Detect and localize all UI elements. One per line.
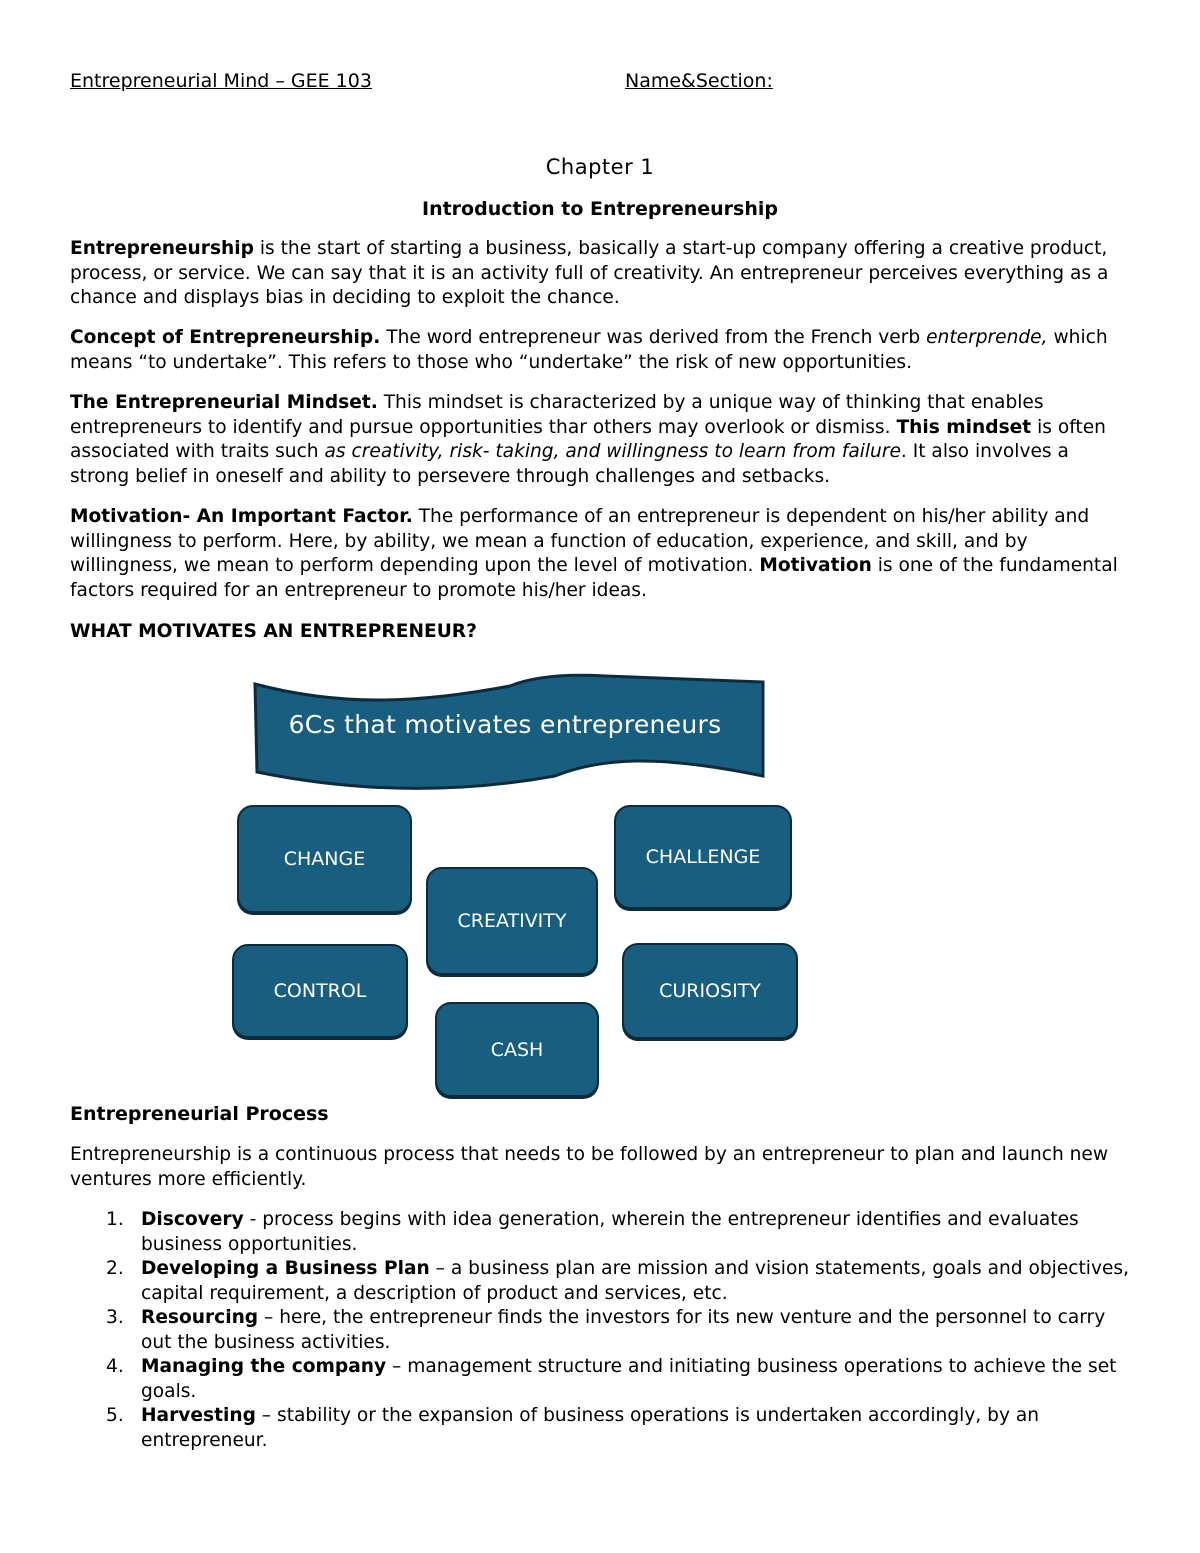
process-steps xyxy=(70,1208,1130,1453)
name-section-label: Name&Section: xyxy=(625,70,773,92)
banner-title: 6Cs that motivates entrepreneurs xyxy=(288,710,722,739)
box-curiosity: CURIOSITY xyxy=(622,943,798,1039)
paragraph-concept xyxy=(70,326,1130,375)
step-number: 3. xyxy=(106,1307,124,1328)
paragraph-motivation xyxy=(70,505,1130,603)
chapter-subtitle: Introduction to Entrepreneurship xyxy=(422,198,778,220)
text: The performance of an entrepreneur is dependent on his/her ability and willingness to perform. Here, by ability, we mean a function of education, experience, and skill, and by willingness, we mean to perform depending upon the level of motivation. xyxy=(70,506,1090,576)
step-term: Harvesting xyxy=(141,1405,256,1426)
box-cash: CASH xyxy=(435,1002,599,1097)
step-number: 4. xyxy=(106,1356,124,1377)
box-control: CONTROL xyxy=(232,944,408,1038)
step-number: 2. xyxy=(106,1258,124,1279)
text: is one of the fundamental factors required for an entrepreneur to promote his/her ideas. xyxy=(70,555,1118,601)
motivates-heading: WHAT MOTIVATES AN ENTREPRENEUR? xyxy=(70,621,477,642)
bold-text: This mindset xyxy=(896,416,1032,438)
process-intro: Entrepreneurship is a continuous process that needs to be followed by an entrepreneur to plan and launch new ventures more efficiently. xyxy=(70,1144,1109,1190)
term: Concept of Entrepreneurship. xyxy=(70,327,381,348)
bold-text: Motivation xyxy=(759,555,872,576)
paragraph-entrepreneurship xyxy=(70,237,1130,311)
italic-text: enterprende, xyxy=(926,327,1048,348)
step-term: Resourcing xyxy=(141,1307,259,1328)
process-title: Entrepreneurial Process xyxy=(70,1103,329,1125)
italic-text: as creativity, risk- taking, and willingness to learn from failure xyxy=(324,441,901,462)
list-item xyxy=(70,1208,1130,1257)
text: is the start of starting a business, basically a start-up company offering a creative product, process, or service. We can say that it is an activity full of creativity. An entrepreneur perceives everything as a chance and displays bias in deciding to exploit the chance. xyxy=(70,238,1109,308)
step-term: Discovery xyxy=(141,1209,244,1230)
paragraph-mindset xyxy=(70,391,1130,489)
list-item xyxy=(70,1257,1130,1306)
text: . It also involves a strong belief in oneself and ability to persevere through challenges and setbacks. xyxy=(70,441,1069,487)
step-term: Developing a Business Plan xyxy=(141,1258,430,1279)
course-header: Entrepreneurial Mind – GEE 103 xyxy=(70,70,372,92)
step-number: 5. xyxy=(106,1405,124,1426)
term: Motivation- An Important Factor. xyxy=(70,506,413,527)
step-text: – stability or the expansion of business operations is undertaken accordingly, by an entrepreneur. xyxy=(141,1405,1040,1451)
step-text: – management structure and initiating business operations to achieve the set goals. xyxy=(141,1356,1117,1402)
step-number: 1. xyxy=(106,1209,124,1230)
box-change: CHANGE xyxy=(237,805,412,913)
step-text: - process begins with idea generation, wherein the entrepreneur identifies and evaluates business opportunities. xyxy=(141,1209,1079,1255)
box-creativity: CREATIVITY xyxy=(426,867,598,975)
six-cs-diagram xyxy=(225,668,810,1103)
step-text: – here, the entrepreneur finds the investors for its new venture and the personnel to carry out the business activities. xyxy=(141,1307,1106,1353)
chapter-title: Chapter 1 xyxy=(545,155,655,179)
term: The Entrepreneurial Mindset. xyxy=(70,392,378,413)
list-item xyxy=(70,1355,1130,1404)
term: Entrepreneurship xyxy=(70,238,254,259)
list-item xyxy=(70,1404,1130,1453)
list-item xyxy=(70,1306,1130,1355)
text: The word entrepreneur was derived from the French verb xyxy=(380,327,927,348)
text: which means “to undertake”. This refers to those who “undertake” the risk of new opportunities. xyxy=(70,327,1108,373)
text: This mindset is characterized by a unique way of thinking that enables entrepreneurs to identify and pursue opportunities thar others may overlook or dismiss. xyxy=(70,392,1044,438)
text: is often associated with traits such xyxy=(70,416,1106,462)
box-challenge: CHALLENGE xyxy=(614,805,792,909)
step-text: – a business plan are mission and vision statements, goals and objectives, capital requirement, a description of product and services, etc. xyxy=(141,1258,1130,1304)
step-term: Managing the company xyxy=(141,1356,387,1377)
